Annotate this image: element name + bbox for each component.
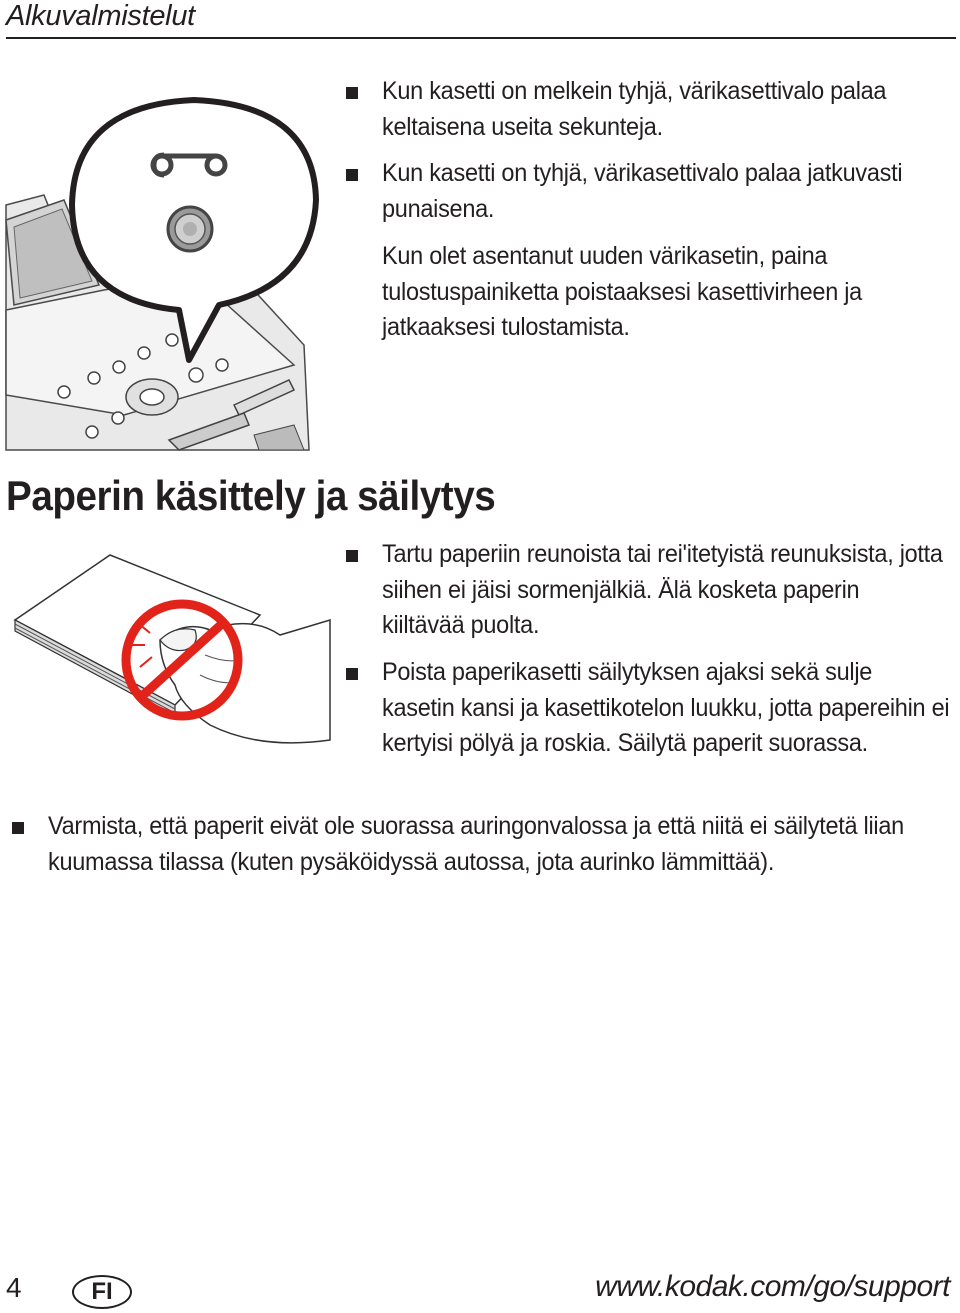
bullet-item: Kun kasetti on melkein tyhjä, värikasettivalo palaa keltaisena useita sekunteja.	[382, 77, 887, 141]
printer-illustration	[4, 95, 334, 455]
bullet-item: Tartu paperiin reunoista tai rei'itetyistä reunuksista, jotta siihen ei jäisi sormenjälkiä. Älä kosketa paperin kiiltävää puolta.	[382, 540, 943, 639]
section-heading: Paperin käsittely ja säilytys	[6, 472, 496, 519]
header-rule	[6, 37, 956, 39]
instruction-paragraph: Kun olet asentanut uuden värikasetin, paina tulostuspainiketta poistaaksesi kasettivirheen ja jatkaaksesi tulostamista.	[382, 242, 862, 341]
page-number: 4	[6, 1272, 22, 1303]
bullet-item: Kun kasetti on tyhjä, värikasettivalo palaa jatkuvasti punaisena.	[382, 159, 903, 223]
bullet-item: Varmista, että paperit eivät ole suorassa auringonvalossa ja että niitä ei säilytetä liian kuumassa tilassa (kuten pysäköidyssä autossa, jota aurinko lämmittää).	[48, 812, 904, 876]
bullet-marker	[346, 169, 358, 181]
bullet-marker	[346, 87, 358, 99]
bullet-marker	[346, 668, 358, 680]
support-url[interactable]: www.kodak.com/go/support	[595, 1270, 950, 1303]
bullet-item: Poista paperikasetti säilytyksen ajaksi sekä sulje kasetin kansi ja kasettikotelon luukku, jotta papereihin ei kertyisi pölyä ja roskia. Säilytä paperit suorassa.	[382, 658, 950, 757]
bullet-marker	[346, 550, 358, 562]
no-touch-paper-illustration	[10, 545, 335, 755]
header-title: Alkuvalmistelut	[6, 0, 195, 32]
language-badge: FI	[72, 1275, 132, 1309]
bullet-marker	[12, 822, 24, 834]
